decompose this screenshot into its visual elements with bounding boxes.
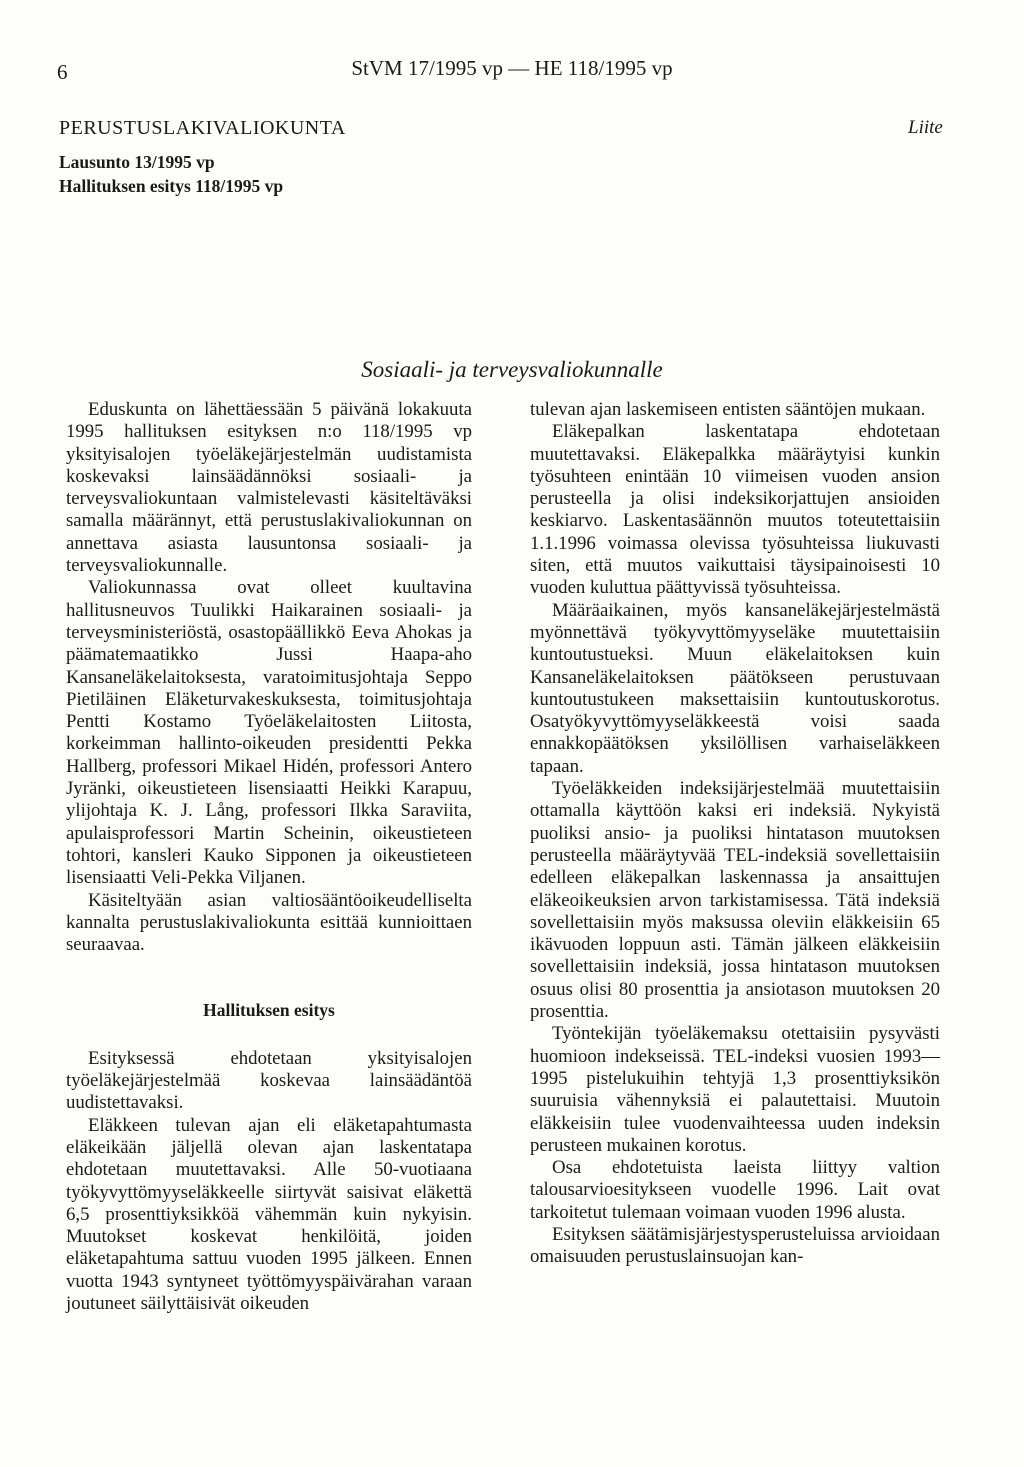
paragraph: Määräaikainen, myös kansaneläkejärjestelmästä myönnettävä työkyvyttömyyseläke muutettaisiin kuntoutustueksi. Muun eläkelaitoksen kuin Kansaneläkelaitoksen päätökseen perustuvaan kuntoutustukeen maksettaisiin kuntoutuskorotus. Osatyökyvyttömyyseläkkeestä voisi saada ennakkopäätöksen yksilöllisen varhaiseläkkeen tapaan. xyxy=(530,599,940,777)
page-number: 6 xyxy=(57,60,68,84)
paragraph: Esityksen säätämisjärjestysperusteluissa arvioidaan omaisuuden perustuslainsuojan kan- xyxy=(530,1223,940,1268)
paragraph: Valiokunnassa ovat olleet kuultavina hallitusneuvos Tuulikki Haikarainen sosiaali- ja terveysministeriöstä, osastopäällikkö Eeva Ahokas ja päämatemaatikko Jussi Haapa-aho Kansaneläkelaitoksesta, varatoimitusjohtaja Seppo Pietiläinen Eläketurvakeskuksesta, toimitusjohtaja Pentti Kostamo Työeläkelaitosten Liitosta, korkeimman hallinto-oikeuden presidentti Pekka Hallberg, professori Mikael Hidén, professori Antero Jyränki, oikeustieteen lisensiaatti Heikki Karapuu, ylijohtaja K. J. Lång, professori Ilkka Saraviita, apulaisprofessori Martin Scheinin, oikeustieteen tohtori, kansleri Kauko Sipponen ja oikeustieteen lisensiaatti Veli-Pekka Viljanen. xyxy=(66,577,472,889)
paragraph: Eläkepalkan laskentatapa ehdotetaan muutettavaksi. Eläkepalkka määräytyisi kunkin työsuhteen enintään 10 viimeisen vuoden ansion perusteella ja olisi indeksikorjattujen ansioiden keskiarvo. Laskentasäännön muutos toteutettaisiin 1.1.1996 voimassa olevissa työsuhteissa liukuvasti siten, että muutos vaikuttaisi täysipainoisesti 10 vuoden kuluttua päättyvissä työsuhteissa. xyxy=(530,421,940,599)
paragraph: Esityksessä ehdotetaan yksityisalojen työeläkejärjestelmää koskevaa lainsäädäntöä uudistettavaksi. xyxy=(66,1047,472,1114)
attachment-label: Liite xyxy=(908,117,943,138)
paragraph: Työeläkkeiden indeksijärjestelmää muutettaisiin ottamalla käyttöön kaksi eri indeksiä. Nykyistä puoliksi ansio- ja puoliksi hintatason muutoksen perusteella määräytyvää TEL-indeksiä sovellettaisiin edelleen eläkepalkan laskennassa ja ansaittujen eläkeoikeuksien arvon tarkistamisessa. Tätä indeksiä sovellettaisiin myös maksussa oleviin eläkkeisiin 65 ikävuoden loppuun asti. Tämän jälkeen eläkkeisiin sovellettaisiin indeksiä, jossa hintatason muutoksen osuus olisi 80 prosenttia ja ansiotason muutoksen 20 prosenttia. xyxy=(530,778,940,1023)
section-heading: Hallituksen esitys xyxy=(203,1000,335,1021)
paragraph: Osa ehdotetuista laeista liittyy valtion talousarvioesitykseen vuodelle 1996. Lait ovat tarkoitetut tulemaan voimaan vuoden 1996 alusta. xyxy=(530,1157,940,1223)
paragraph: Työntekijän työeläkemaksu otettaisiin pysyvästi huomioon indekseissä. TEL-indeksi vuosien 1993—1995 pistelukuihin tehtyjä 1,3 prosenttiyksikön suuruisia vähennyksiä ei palautettaisi. Muutoin eläkkeisiin tulee vuodenvaihteessa uuden indeksin perusteen mukainen korotus. xyxy=(530,1023,940,1156)
paragraph: Käsiteltyään asian valtiosääntöoikeudelliselta kannalta perustuslakivaliokunta esittää kunnioittaen seuraavaa. xyxy=(66,889,472,956)
committee-name: PERUSTUSLAKIVALIOKUNTA xyxy=(59,117,346,139)
paragraph: tulevan ajan laskemiseen entisten sääntöjen mukaan. xyxy=(530,399,926,420)
paragraph: Eläkkeen tulevan ajan eli eläketapahtumasta eläkeikään jäljellä olevan ajan laskentatapa ehdotetaan muutettavaksi. Alle 50-vuotiaana työkyvyttömyyseläkkeelle siirtyvät saisivat eläkettä 6,5 prosenttiyksikköä vähemmän kuin nykyisin. Muutokset koskevat henkilöitä, joiden eläketapahtuma sattuu vuoden 1995 jälkeen. Ennen vuotta 1943 syntyneet työttömyyspäivärahan varaan joutuneet säilyttäisivät oikeuden xyxy=(66,1114,472,1314)
statement-reference: Lausunto 13/1995 vp xyxy=(59,152,215,172)
running-header: StVM 17/1995 vp — HE 118/1995 vp xyxy=(351,56,673,80)
left-column xyxy=(66,399,472,1315)
recipient-heading: Sosiaali- ja terveysvaliokunnalle xyxy=(361,357,663,382)
right-column xyxy=(530,399,940,1269)
paragraph: Eduskunta on lähettäessään 5 päivänä lokakuuta 1995 hallituksen esityksen n:o 118/1995 vp yksityisalojen työeläkejärjestelmän uudistamista koskevaksi lainsäädännöksi sosiaali- ja terveysvaliokuntaan valmistelevasti käsiteltäväksi samalla määrännyt, että perustuslakivaliokunnan on annettava asiasta lausuntonsa sosiaali- ja terveysvaliokunnalle. xyxy=(66,399,472,577)
proposal-reference: Hallituksen esitys 118/1995 vp xyxy=(59,176,284,196)
